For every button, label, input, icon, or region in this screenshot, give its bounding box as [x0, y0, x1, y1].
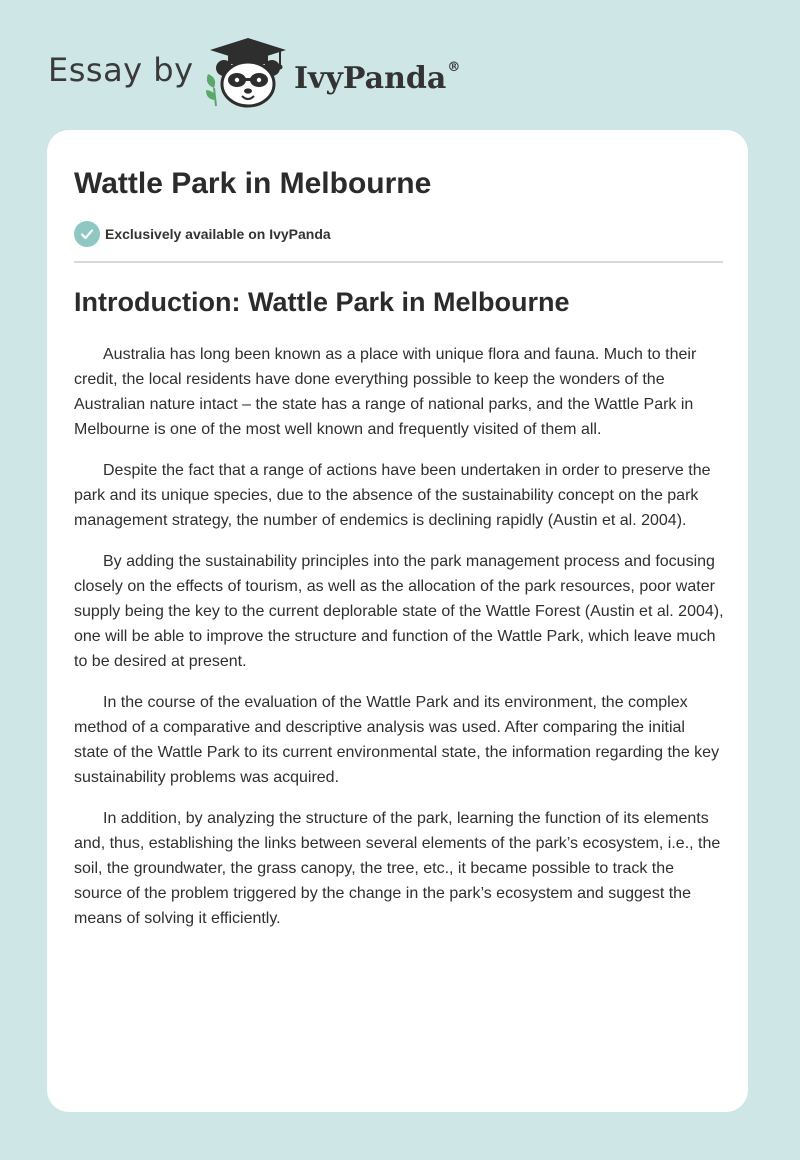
paragraph: Australia has long been known as a place with unique flora and fauna. Much to their credit, the local residents have done everything possible to keep the wonders of the Australian nature intact – the state has a range of national parks, and the Wattle Park in Melbourne is one of the most well known and frequently visited of them all. — [74, 346, 697, 438]
exclusive-badge — [74, 221, 331, 247]
panda-graduate-icon[interactable] — [202, 36, 292, 112]
paragraph: By adding the sustainability principles into the park management process and focusing closely on the effects of tourism, as well as the allocation of the park resources, poor water supply being the key to the current deplorable state of the Wattle Forest (Austin et al. 2004), one will be able to improve the structure and function of the Wattle Park, which leave much to be desired at present. — [74, 553, 724, 670]
paragraph: In addition, by analyzing the structure of the park, learning the function of its elements and, thus, establishing the links between several elements of the park’s ecosystem, i.e., the soil, the groundwater, the grass canopy, the tree, etc., it became possible to track the source of the problem triggered by the change in the park’s ecosystem and suggest the means of solving it efficiently. — [74, 810, 721, 927]
paragraph: Despite the fact that a range of actions have been undertaken in order to preserve the park and its unique species, due to the absence of the sustainability concept on the park management strategy, the number of endemics is declining rapidly (Austin et al. 2004). — [74, 462, 711, 529]
paragraph: In the course of the evaluation of the Wattle Park and its environment, the complex method of a comparative and descriptive analysis was used. After comparing the initial state of the Wattle Park to its current environmental state, the information regarding the key sustainability problems was acquired. — [74, 694, 720, 786]
page-title: Wattle Park in Melbourne — [74, 167, 432, 200]
check-circle-icon — [74, 221, 100, 247]
registered-mark: ® — [447, 60, 461, 75]
article-card — [47, 130, 748, 1112]
divider — [74, 261, 723, 263]
badge-label: Exclusively available on IvyPanda — [105, 226, 331, 242]
section-heading: Introduction: Wattle Park in Melbourne — [74, 287, 570, 317]
essay-by-label: Essay by — [48, 51, 194, 89]
article-body — [74, 342, 724, 947]
brand-name: IvyPanda — [294, 61, 447, 96]
site-header — [48, 36, 508, 116]
brand-logo-text[interactable] — [294, 54, 460, 99]
